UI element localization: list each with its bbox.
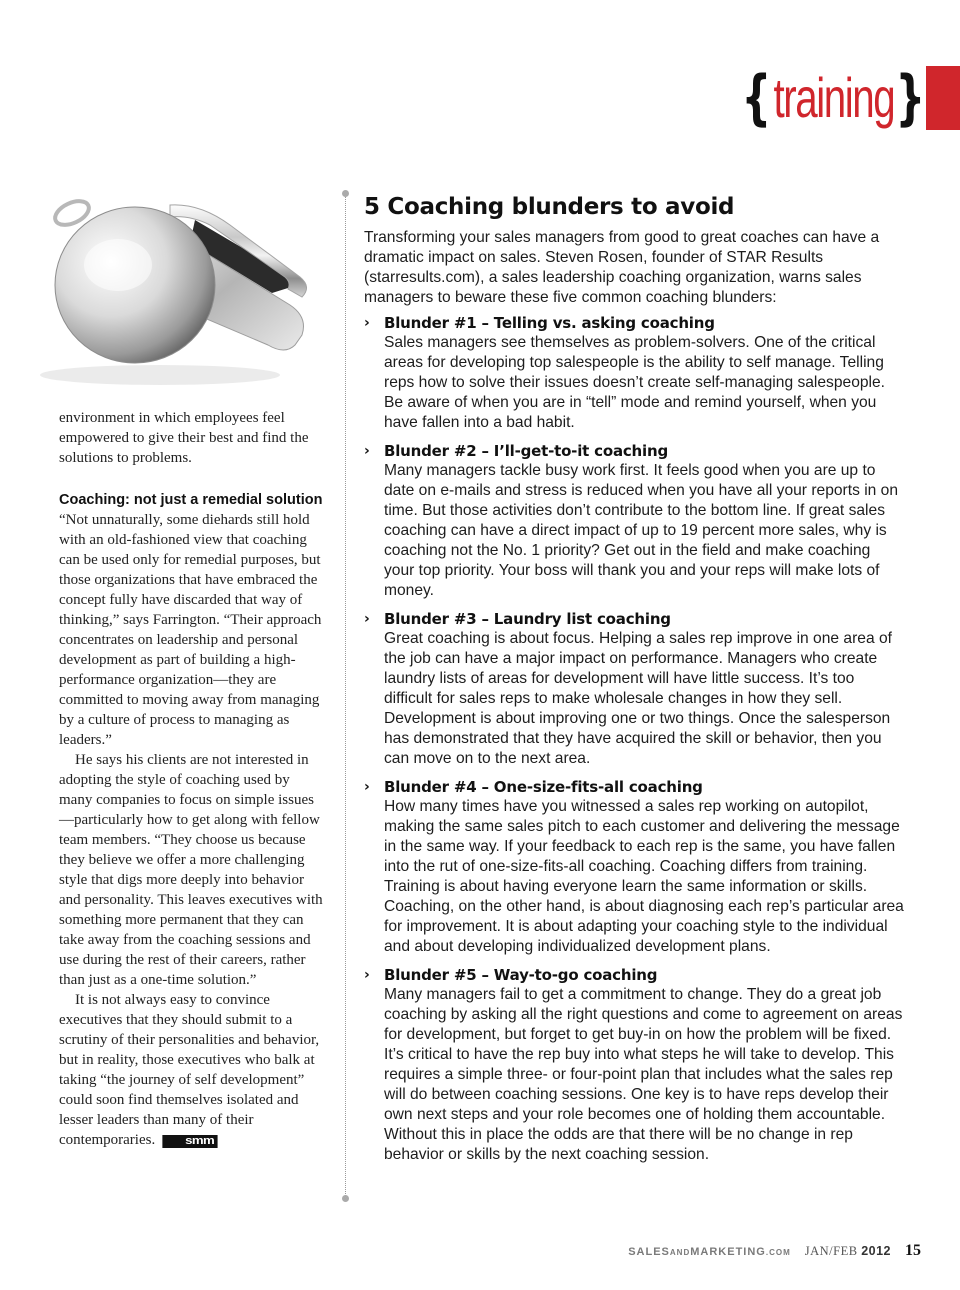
chevron-right-icon: ›	[364, 611, 370, 627]
section-tag	[735, 63, 960, 133]
whistle-icon	[40, 185, 340, 400]
footer-issue-date	[805, 1244, 891, 1259]
chevron-right-icon: ›	[364, 779, 370, 795]
issue-months: JAN/FEB	[804, 1244, 858, 1258]
body-paragraph: environment in which employees feel empowered to give their best and find the solutions to problems.	[59, 410, 309, 466]
page-footer	[628, 1242, 921, 1260]
footer-site-name	[628, 1246, 791, 1258]
left-column	[59, 408, 325, 1150]
blunder-item	[364, 313, 904, 433]
divider-top-dot	[342, 190, 349, 197]
sidebar-intro: Transforming your sales managers from good to great coaches can have a dramatic impact on sales. Steven Rosen, founder of STAR Results (starresults.com), a sales leadership coaching organization, warns sales managers to beware these five common coaching blunders:	[364, 229, 880, 306]
blunder-body: Sales managers see themselves as problem-solvers. One of the critical areas for developing top salespeople is the ability to self manage. Telling reps how to solve their issues doesn’t create self-managing salespeople. Be aware of when you are in “tell” mode and remind yourself, when you have fallen into a bad habit.	[384, 334, 886, 431]
body-paragraph: He says his clients are not interested in adopting the style of coaching used by many companies to focus on simple issues—particularly how to get along with fellow team members. “They choose us because they believe we offer a more challenging style that digs more deeply into behavior and personality. This leaves executives with something more permanent that they can take away from the coaching sessions and use during the rest of their careers, rather than just as a one-time solution.”	[59, 752, 323, 988]
blunder-title: Blunder #5 – Way-to-go coaching	[384, 966, 658, 984]
blunder-body: How many times have you witnessed a sales rep working on autopilot, making the same sales pitch to each customer and delivering the message in the same way. If your feedback to each rep is the same, you have fallen into the rut of one-size-fits-all coaching. Coaching differs from training. Training is about having everyone learn the same information or skills. Coaching, on the other hand, is about diagnosing each rep’s particular area for improvement. It is about adapting your coaching style to the individual and about developing individualized development plans.	[384, 798, 904, 955]
blunder-item	[364, 965, 904, 1165]
site-suffix: MARKETING	[690, 1246, 766, 1258]
blunder-item	[364, 609, 904, 769]
section-accent-bar	[926, 66, 960, 130]
blunder-title: Blunder #2 – I’ll-get-to-it coaching	[384, 442, 668, 460]
blunder-body: Many managers tackle busy work first. It feels good when you are up to date on e-mails and stress is reduced when you have all your reports in on time. But those activities don’t contribute to the bottom line. If great sales coaching can have a direct impact of up to 19 percent more sales, why is coaching not the No. 1 priority? Get out in the field and make coaching your top priority. Your boss will thank you and your reps will make lots of money.	[384, 462, 899, 599]
open-brace-icon: {	[741, 63, 772, 133]
body-paragraph: “Not unnaturally, some diehards still hold with an old-fashioned view that coaching can be used only for remedial purposes, but those organizations that have embraced the concept fully have discarded that way of thinking,” says Farrington. “Their approach concentrates on leadership and personal development as part of building a high-performance organization—they are committed to moving away from managing by a culture of process to managing as leaders.”	[59, 512, 322, 748]
site-tld: .COM	[765, 1248, 791, 1257]
body-paragraph-final	[59, 990, 325, 1150]
blunder-title: Blunder #1 – Telling vs. asking coaching	[384, 314, 715, 332]
close-brace-icon: }	[895, 63, 926, 133]
site-prefix: SALES	[628, 1246, 670, 1258]
end-mark-logo: smm	[163, 1135, 218, 1148]
sidebar-title: 5 Coaching blunders to avoid	[364, 194, 735, 220]
blunder-title: Blunder #4 – One-size-fits-all coaching	[384, 778, 703, 796]
sidebar-article	[364, 192, 904, 1173]
chevron-right-icon: ›	[364, 443, 370, 459]
section-label: training	[773, 66, 894, 129]
blunder-item	[364, 777, 904, 957]
chevron-right-icon: ›	[364, 967, 370, 983]
issue-year: 2012	[861, 1244, 891, 1258]
page-number: 15	[905, 1242, 921, 1259]
divider-bottom-dot	[342, 1195, 349, 1202]
subheading: Coaching: not just a remedial solution	[59, 492, 323, 508]
chevron-right-icon: ›	[364, 315, 370, 331]
blunder-body: Many managers fail to get a commitment to change. They do a great job coaching by asking all the right questions and come to agreement on areas for development, but forget to get buy-in on how the problem will be fixed. It’s critical to have the rep buy into what steps he will take to develop. This requires a simple three- or four-point plan that includes what the sales rep will do between coaching sessions. One key is to have reps develop their own next steps and your role becomes one of holding them accountable. Without this in place the odds are that there will be no change in rep behavior or skills by the next coaching session.	[384, 986, 903, 1163]
column-divider	[345, 193, 346, 1198]
blunder-item	[364, 441, 904, 601]
blunder-title: Blunder #3 – Laundry list coaching	[384, 610, 671, 628]
site-and: AND	[669, 1248, 691, 1257]
blunder-body: Great coaching is about focus. Helping a sales rep improve in one area of the job can have a major impact on performance. Managers who create laundry lists of areas for development will have little success. It’s too difficult for sales reps to make wholesale changes in how they sell. Development is about improving one or two things. Once the salesperson has demonstrated that they have acquired the skill or behavior, then you can move on to the next area.	[384, 630, 892, 767]
body-paragraph-text: It is not always easy to convince executives that they should submit to a scrutiny of their personalities and behavior, but in reality, those executives who balk at taking “the journey of self development” could soon find themselves isolated and lesser leaders than many of their contemporaries.	[59, 992, 320, 1148]
